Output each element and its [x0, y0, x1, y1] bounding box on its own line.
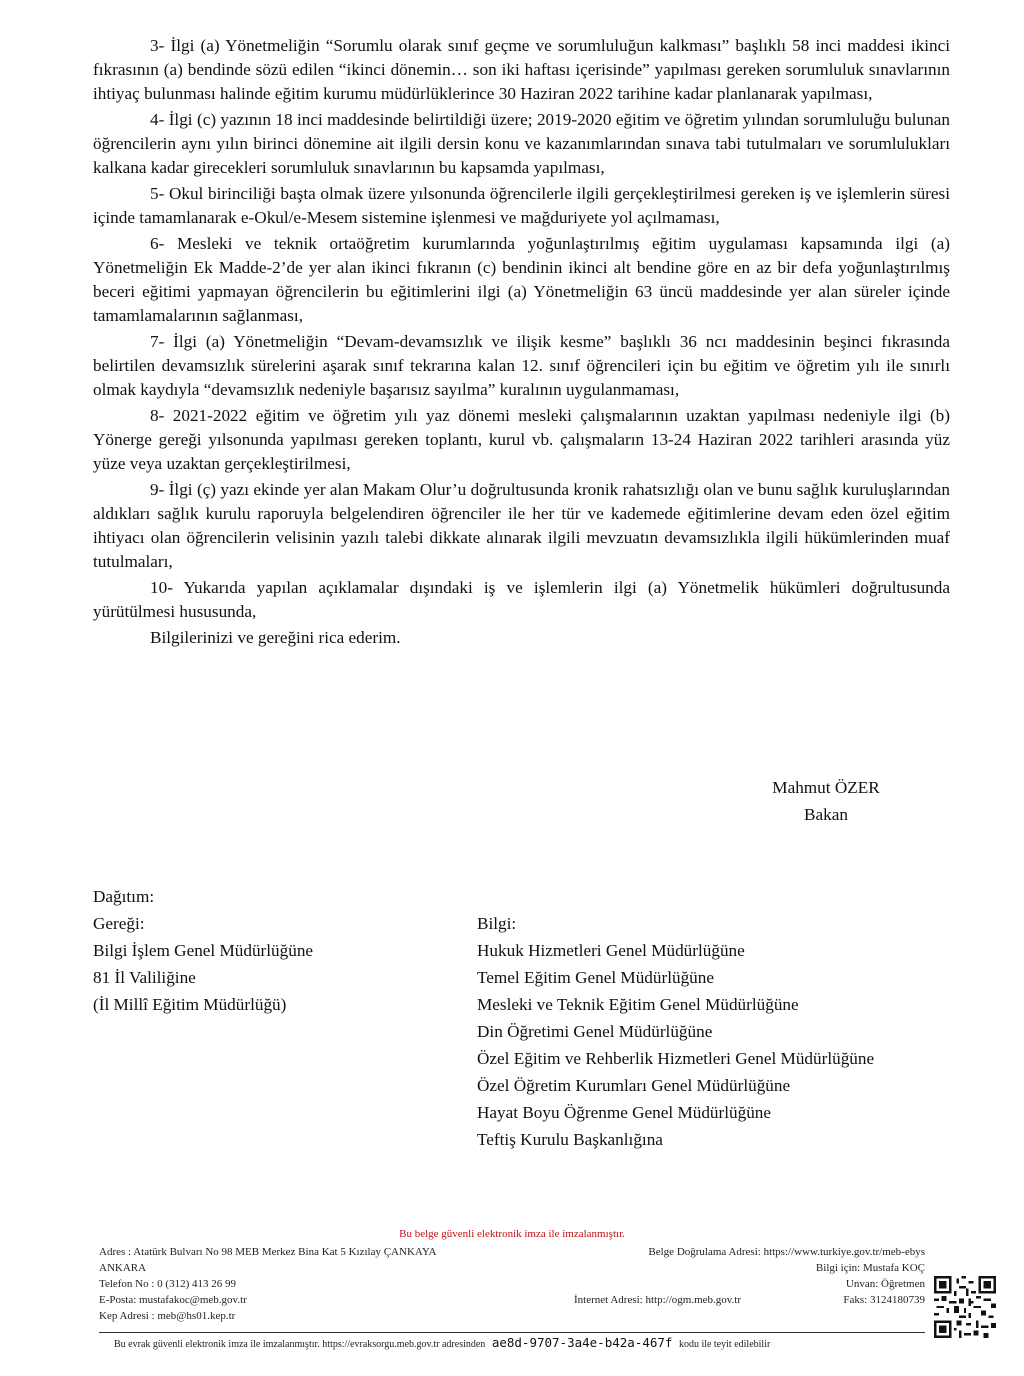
info-recipient: Temel Eğitim Genel Müdürlüğüne [477, 968, 714, 987]
distribution-info [477, 910, 977, 1153]
action-recipient: Bilgi İşlem Genel Müdürlüğüne [93, 941, 314, 960]
footer-email[interactable]: E-Posta: mustafakoc@meb.gov.tr [99, 1294, 247, 1306]
info-recipient: Hukuk Hizmetleri Genel Müdürlüğüne [477, 941, 745, 960]
paragraph-7: 7- İlgi (a) Yönetmeliğin “Devam-devamsızlık ve ilişik kesme” başlıklı 36 ncı maddesinin beşinci fıkrasında belirtilen devamsızlık sürelerini aşarak sınıf tekrarına kalan 12. sınıf öğrencileri için bu eğitim ve öğretim yılı ile sınırlı olmak kaydıyla “devamsızlık nedeniyle başarısız sayılma” kuralının uygulanmaması, [93, 332, 950, 399]
footer-fax: Faks: 3124180739 [843, 1294, 925, 1306]
footer-divider [99, 1332, 925, 1333]
footer-verify-address[interactable]: Belge Doğrulama Adresi: https://www.turkiye.gov.tr/meb-ebys [648, 1246, 925, 1258]
verification-prefix: Bu evrak güvenli elektronik imza ile imzalanmıştır. https://evraksorgu.meb.gov.tr adresinden [114, 1339, 486, 1350]
footer-role: Unvan: Öğretmen [845, 1278, 925, 1290]
action-recipient: 81 İl Valiliğine [93, 968, 196, 987]
footer-phone: Telefon No : 0 (312) 413 26 99 [99, 1278, 237, 1290]
paragraph-3: 3- İlgi (a) Yönetmeliğin “Sorumlu olarak sınıf geçme ve sorumluluğun kalkması” başlıklı 58 inci maddesi ikinci fıkrasının (a) bendinde sözü edilen “ikinci dönemin… son iki haftası içerisinde” yapılması gereken sorumluluk sınavlarının ihtiyaç bulunması halinde eğitim kurumu müdürlüklerince 30 Haziran 2022 tarihine kadar planlanarak yapılması, [93, 36, 950, 103]
paragraph-4: 4- İlgi (c) yazının 18 inci maddesinde belirtildiği üzere; 2019-2020 eğitim ve öğretim yılından sorumluluğu bulunan öğrencilerin aynı yılın birinci dönemine ait ilgili dersin konu ve kazanımlarından sınava tabi tutulmaları ve sorumlulukları kalkana kadar girecekleri sorumluluk sınavlarının bu kapsamda yapılması, [93, 110, 950, 177]
qr-code-icon [934, 1276, 996, 1338]
verification-suffix: kodu ile teyit edilebilir [678, 1339, 771, 1350]
info-recipient: Teftiş Kurulu Başkanlığına [477, 1130, 663, 1149]
verification-code: ae8d-9707-3a4e-b42a-467f [491, 1335, 673, 1350]
footer-city: ANKARA [99, 1262, 147, 1274]
e-signature-notice: Bu belge güvenli elektronik imza ile imzalanmıştır. [399, 1228, 625, 1240]
paragraph-5: 5- Okul birinciliği başta olmak üzere yılsonunda öğrencilerle ilgili gerçekleştirilmesi gereken iş ve işlemlerin süresi içinde tamamlanarak e-Okul/e-Mesem sistemine işlenmesi ve mağduriyete yol açılmaması, [93, 184, 950, 227]
info-recipient: Özel Eğitim ve Rehberlik Hizmetleri Genel Müdürlüğüne [477, 1049, 875, 1068]
paragraph-8: 8- 2021-2022 eğitim ve öğretim yılı yaz dönemi mesleki çalışmalarının uzaktan yapılması nedeniyle ilgi (b) Yönerge gereği yılsonunda yapılması gereken toplantı, kurul vb. çalışmaların 13-24 Haziran 2022 tarihleri arasında yüz yüze veya uzaktan gerçekleştirilmesi, [93, 406, 950, 473]
footer-kep[interactable]: Kep Adresi : meb@hs01.kep.tr [99, 1310, 236, 1322]
info-recipient: Mesleki ve Teknik Eğitim Genel Müdürlüğüne [477, 995, 799, 1014]
distribution-heading: Dağıtım: [93, 887, 155, 906]
paragraph-6: 6- Mesleki ve teknik ortaöğretim kurumlarında yoğunlaştırılmış eğitim uygulaması kapsamında ilgi (a) Yönetmeliğin Ek Madde-2’de yer alan ikinci fıkranın (c) bendinin ikinci alt bendine göre en az bir defa yoğunlaştırılmış beceri eğitimi yapmayan öğrencilerin bu eğitimlerini ilgi (a) Yönetmeliğin 63 üncü maddesinde yer alan süreler içinde tamamlamalarının sağlanması, [93, 234, 950, 325]
paragraph-10: 10- Yukarıda yapılan açıklamalar dışındaki iş ve işlemlerin ilgi (a) Yönetmelik hükümleri doğrultusunda yürütülmesi hususunda, [93, 578, 950, 621]
info-recipient: Özel Öğretim Kurumları Genel Müdürlüğüne [477, 1076, 791, 1095]
footer-contact: Bilgi için: Mustafa KOÇ [815, 1262, 925, 1274]
closing-line: Bilgilerinizi ve gereğini rica ederim. [150, 628, 401, 647]
verification-line [114, 1334, 770, 1354]
document-body [93, 34, 950, 650]
action-recipient: (İl Millî Eğitim Müdürlüğü) [93, 995, 287, 1014]
distribution-action [93, 883, 453, 1018]
action-heading: Gereği: [93, 914, 145, 933]
info-recipient: Hayat Boyu Öğrenme Genel Müdürlüğüne [477, 1103, 772, 1122]
info-recipient: Din Öğretimi Genel Müdürlüğüne [477, 1022, 713, 1041]
signature-block [760, 774, 892, 828]
signer-title: Bakan [804, 805, 848, 824]
footer-internet[interactable]: İnternet Adresi: http://ogm.meb.gov.tr [574, 1294, 742, 1306]
footer [99, 1244, 925, 1324]
footer-address: Adres : Atatürk Bulvarı No 98 MEB Merkez Bina Kat 5 Kızılay ÇANKAYA [99, 1246, 437, 1258]
signer-name: Mahmut ÖZER [772, 778, 880, 797]
info-heading: Bilgi: [477, 914, 517, 933]
paragraph-9: 9- İlgi (ç) yazı ekinde yer alan Makam Olur’u doğrultusunda kronik rahatsızlığı olan ve bunu sağlık kuruluşlarından aldıkları sağlık kurulu raporuyla belgelendiren öğrenciler ile her tür ve kademede eğitimlerine devam eden özel eğitim ihtiyacı olan öğrencilerin velisinin yazılı talebi dikkate alınarak ilgili mevzuatın devamsızlıkla ilgili hükümlerinden muaf tutulmaları, [93, 480, 950, 571]
